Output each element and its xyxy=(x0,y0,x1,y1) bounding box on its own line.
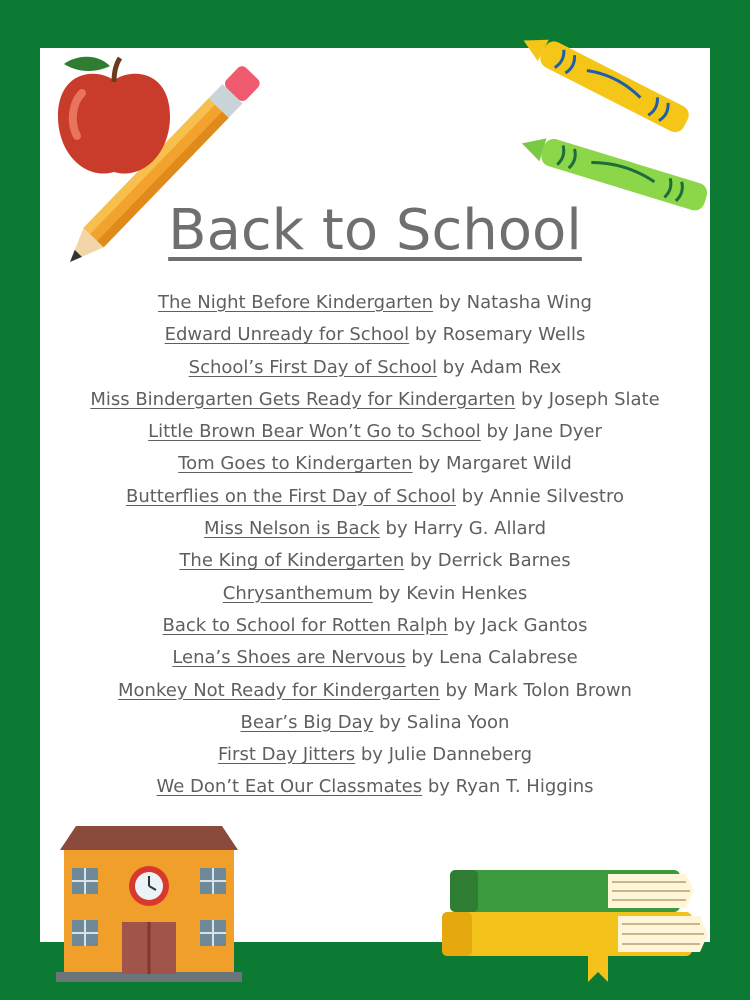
book-author: Mark Tolon Brown xyxy=(473,679,632,701)
book-by-separator: by xyxy=(447,614,482,636)
book-by-separator: by xyxy=(373,711,407,733)
book-author: Annie Silvestro xyxy=(489,485,625,507)
book-entry xyxy=(40,578,710,610)
book-by-separator: by xyxy=(405,647,440,669)
book-entry xyxy=(40,642,710,674)
book-title: Edward Unready for School xyxy=(164,324,410,346)
book-title: The King of Kindergarten xyxy=(179,550,405,572)
book-by-separator: by xyxy=(379,518,414,540)
book-title: School’s First Day of School xyxy=(188,356,437,378)
book-entry xyxy=(40,610,710,642)
book-entry xyxy=(40,739,710,771)
book-author: Kevin Henkes xyxy=(406,582,528,604)
book-by-separator: by xyxy=(355,744,389,766)
book-author: Lena Calabrese xyxy=(439,647,578,669)
book-author: Derrick Barnes xyxy=(437,550,571,572)
book-title: Little Brown Bear Won’t Go to School xyxy=(148,421,481,443)
book-entry xyxy=(40,287,710,319)
book-title: Miss Bindergarten Gets Ready for Kindergarten xyxy=(90,388,516,410)
book-title: Miss Nelson is Back xyxy=(203,518,380,540)
book-title: Monkey Not Ready for Kindergarten xyxy=(118,679,440,701)
apple-icon xyxy=(52,48,177,188)
book-title: We Don’t Eat Our Classmates xyxy=(156,776,423,798)
book-title: Butterflies on the First Day of School xyxy=(125,485,456,507)
book-author: Natasha Wing xyxy=(466,292,592,313)
book-by-separator: by xyxy=(372,582,407,604)
book-title: Lena’s Shoes are Nervous xyxy=(172,647,406,669)
page-title xyxy=(0,198,750,263)
book-by-separator: by xyxy=(436,356,471,378)
book-author: Margaret Wild xyxy=(446,453,572,475)
book-entry xyxy=(40,707,710,739)
book-entry xyxy=(40,416,710,448)
book-by-separator: by xyxy=(455,485,490,507)
page-title-text: Back to School xyxy=(168,198,582,263)
book-list xyxy=(40,287,710,804)
book-title: Back to School for Rotten Ralph xyxy=(162,614,448,636)
book-author: Jane Dyer xyxy=(514,421,602,443)
book-author: Harry G. Allard xyxy=(413,518,547,540)
book-by-separator: by xyxy=(404,550,438,572)
book-entry xyxy=(40,675,710,707)
book-by-separator: by xyxy=(412,453,447,475)
book-entry xyxy=(40,481,710,513)
book-entry xyxy=(40,448,710,480)
book-entry xyxy=(40,771,710,803)
book-by-separator: by xyxy=(409,324,443,346)
book-title: Bear’s Big Day xyxy=(240,711,374,733)
book-title: Chrysanthemum xyxy=(222,582,373,604)
book-author: Salina Yoon xyxy=(406,711,510,733)
book-author: Jack Gantos xyxy=(481,614,588,636)
school-building-icon xyxy=(56,822,242,984)
book-by-separator: by xyxy=(422,776,456,798)
book-by-separator: by xyxy=(439,679,474,701)
book-author: Joseph Slate xyxy=(548,388,660,410)
book-entry xyxy=(40,352,710,384)
book-title: The Night Before Kindergarten xyxy=(158,292,434,313)
book-by-separator: by xyxy=(480,421,515,443)
book-entry xyxy=(40,545,710,577)
book-stack-icon xyxy=(438,850,718,985)
book-by-separator: by xyxy=(433,292,467,313)
book-author: Ryan T. Higgins xyxy=(455,776,594,798)
book-by-separator: by xyxy=(515,388,549,410)
book-entry xyxy=(40,319,710,351)
book-title: First Day Jitters xyxy=(218,744,356,766)
book-author: Rosemary Wells xyxy=(442,324,586,346)
book-title: Tom Goes to Kindergarten xyxy=(178,453,413,475)
book-author: Adam Rex xyxy=(470,356,562,378)
book-author: Julie Danneberg xyxy=(388,744,532,766)
clock-icon xyxy=(129,866,169,906)
book-entry xyxy=(40,384,710,416)
book-entry xyxy=(40,513,710,545)
